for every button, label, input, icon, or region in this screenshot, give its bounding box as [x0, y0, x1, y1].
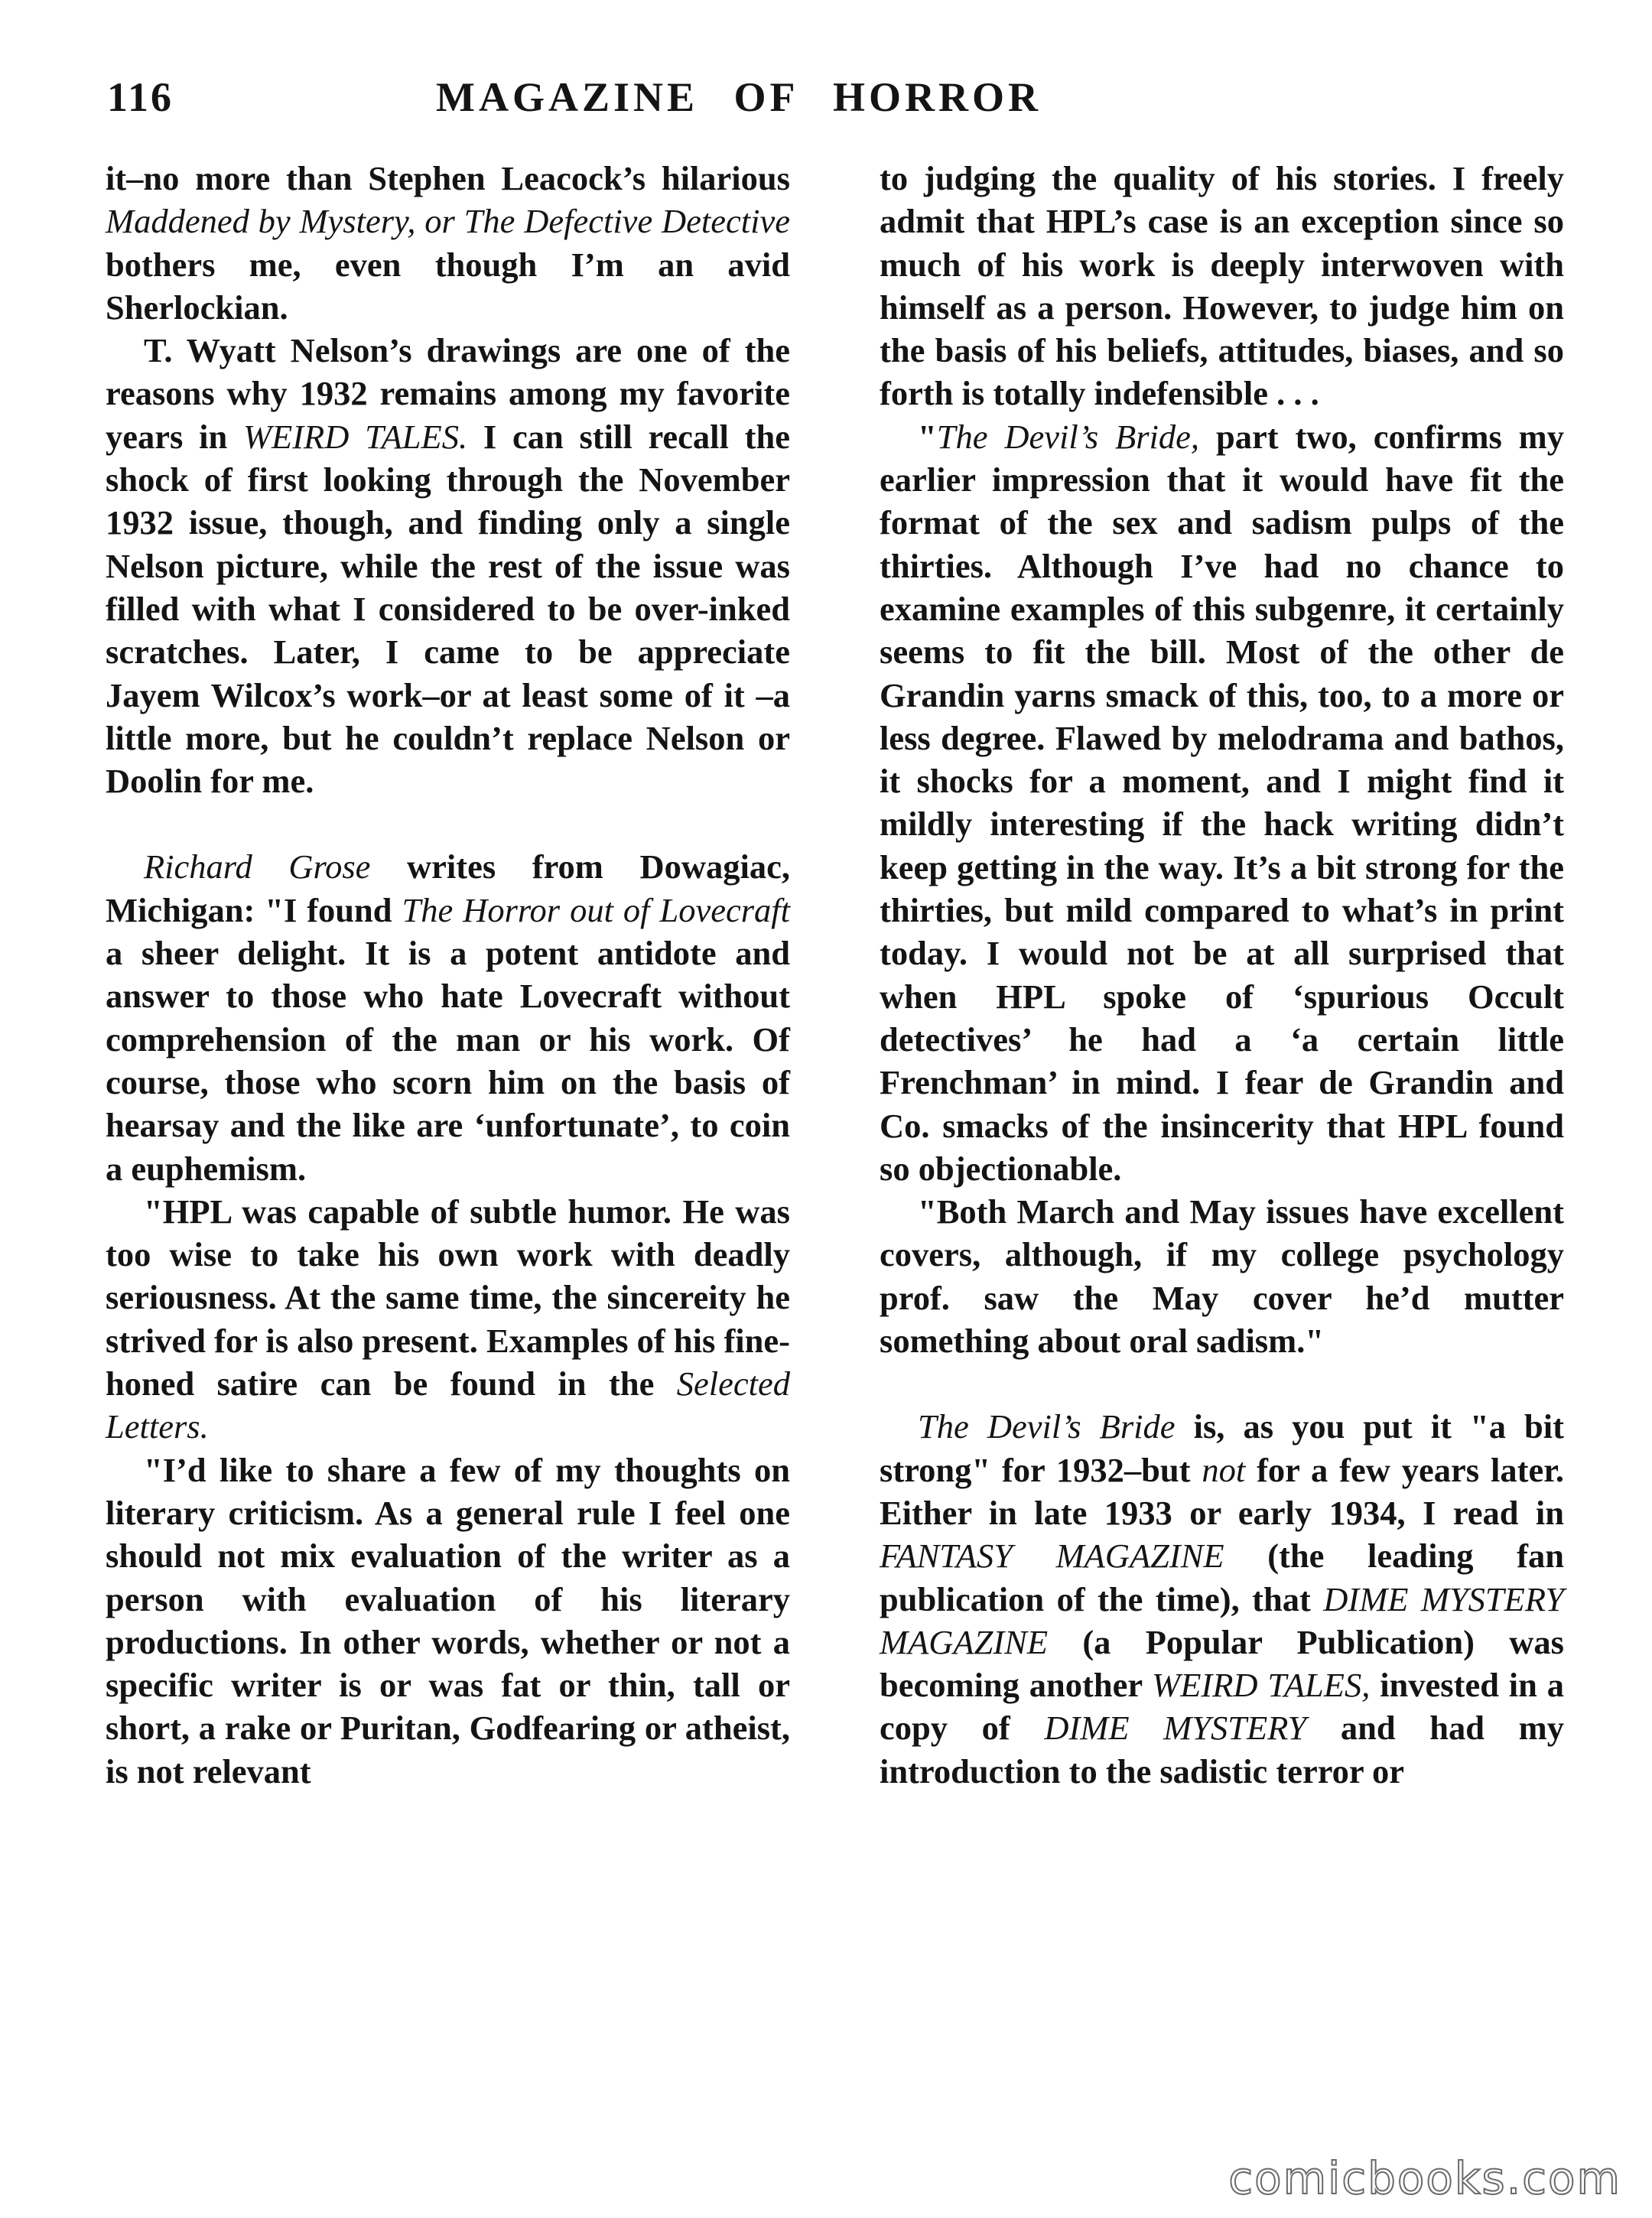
text-run: for a few years later. Either in late 1933 or early 1934, I read in: [880, 1450, 1564, 1532]
paragraph: [106, 329, 790, 802]
text-run: it–no more than Stephen Leacock’s hilarious: [106, 159, 790, 197]
text-run: invested in a copy of: [880, 1666, 1565, 1748]
italic-text: Maddened by Mystery, or The Defective Detective: [106, 202, 790, 241]
italic-text: The Horror out of Lovecraft: [402, 890, 790, 929]
text-run: (the leading fan publication of the time), that: [880, 1537, 1564, 1618]
italic-text: WEIRD TALES,: [1152, 1666, 1371, 1705]
italic-text: not: [1202, 1450, 1246, 1489]
text-run: (a Popular Publication) was becoming another: [880, 1622, 1564, 1705]
paragraph: [106, 1190, 790, 1449]
text-run: part two, confirms my earlier impression that it would have fit the format of the sex and sadism pulps of the thirties. Although I’ve had no chance to examine examples of this subgenre, it certainly seems to fit the bill. Most of the other de Grandin yarns smack of this, too, to a more or less degree. Flawed by melodrama and bathos, it shocks for a moment, and I might find it mildly interesting if the hack writing didn’t keep getting in the way. It’s a bit strong for the thirties, but mild compared to what’s in print today. I would not be at all surprised that when HPL spoke of ‘spurious Occult detectives’ he had a ‘a certain little Frenchman’ in mind. I fear de Grandin and Co. smacks of the insincerity that HPL found so objectionable.: [880, 417, 1564, 1188]
text-run: "HPL was capable of subtle humor. He was too wise to take his own work with deadly seriousness. At the same time, the sincereity he strived for is also present. Examples of his fine-honed satire can be found in the: [106, 1192, 790, 1403]
text-run: is, as you put it "a bit strong" for 1932–but: [880, 1407, 1564, 1489]
text-run: T. Wyatt Nelson’s drawings are one of the reasons why 1932 remains among my favorite years in: [106, 331, 790, 456]
left-column: [106, 157, 790, 1793]
italic-text: DIME MYSTERY: [1044, 1709, 1307, 1748]
italic-text: DIME MYSTERY MAGAZINE: [880, 1579, 1564, 1661]
italic-text: The Devil’s Bride: [918, 1407, 1176, 1446]
page-number: 116: [107, 74, 174, 120]
page-header: [107, 73, 1545, 127]
paragraph: [106, 157, 790, 329]
italic-text: FANTASY MAGAZINE: [880, 1537, 1224, 1576]
letter-paragraph: [106, 845, 790, 1189]
paragraph: [880, 157, 1564, 415]
text-run: and had my introduction to the sadistic terror or: [880, 1709, 1564, 1790]
paragraph: [106, 1449, 790, 1793]
italic-text: Richard Grose: [144, 847, 371, 886]
text-run: to judging the quality of his stories. I freely admit that HPL’s case is an exception since so much of his work is deeply interwoven with himself as a person. However, to judge him on the basis of his beliefs, attitudes, biases, and so forth is totally indefensible . . .: [880, 159, 1564, 413]
text-run: a sheer delight. It is a potent antidote and answer to those who hate Lovecraft without comprehension of the man or his work. Of course, those who scorn him on the basis of hearsay and the like are ‘unfortunate’, to coin a euphemism.: [106, 934, 790, 1188]
text-run: I can still recall the shock of first looking through the November 1932 issue, though, and finding only a single Nelson picture, while the rest of the issue was filled with what I considered to be over-inked scratches. Later, I came to be appreciate Jayem Wilcox’s work–or at least some of it –a little more, but he couldn’t replace Nelson or Doolin for me.: [106, 417, 791, 801]
paragraph: [880, 415, 1564, 1190]
italic-text: The Devil’s Bride,: [936, 417, 1200, 456]
text-run: bothers me, even though I’m an avid Sherlockian.: [106, 245, 790, 327]
text-run: "I’d like to share a few of my thoughts on literary criticism. As a general rule I feel one should not mix evaluation of the writer as a person with evaluation of his literary productions. In other words, whether or not a specific writer is or was fat or thin, tall or short, a rake or Puritan, Godfearing or atheist, is not relevant: [106, 1450, 790, 1790]
text-run: writes from Dowagiac, Michigan: "I found: [106, 847, 790, 929]
text-run: ": [918, 417, 937, 456]
right-column: [880, 157, 1564, 1793]
italic-text: WEIRD TALES.: [242, 417, 468, 456]
watermark: comicbooks.com: [1228, 2152, 1621, 2204]
magazine-title: MAGAZINE OF HORROR: [436, 74, 1042, 120]
text-run: "Both March and May issues have excellent covers, although, if my college psychology prof. saw the May cover he’d mutter something about oral sadism.": [880, 1192, 1564, 1361]
italic-text: Selected Letters.: [106, 1364, 790, 1446]
editor-reply-paragraph: [880, 1405, 1564, 1793]
paragraph: [880, 1190, 1564, 1362]
